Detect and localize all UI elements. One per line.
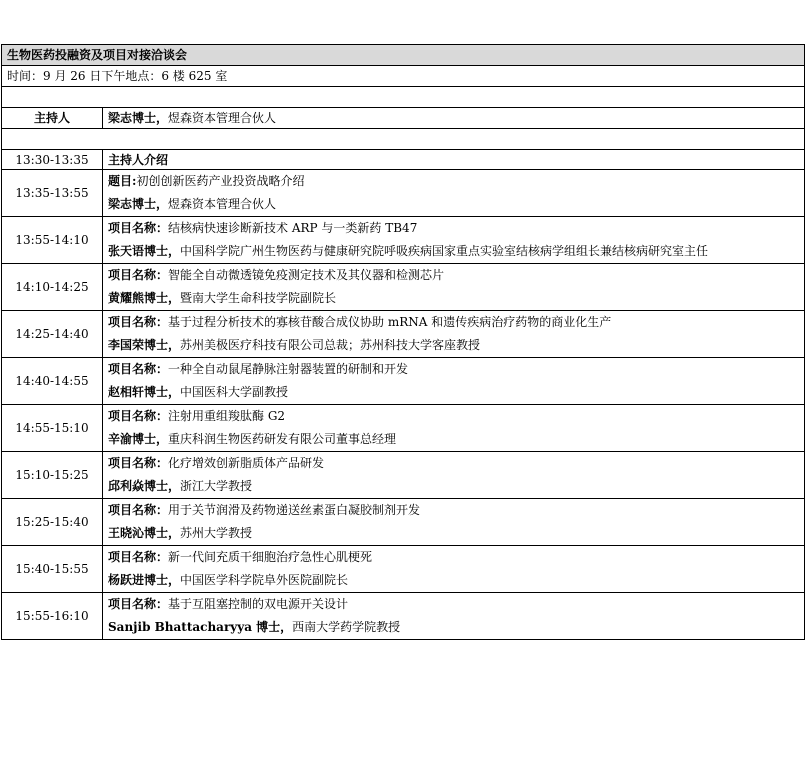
speaker-line: [108, 287, 804, 310]
speaker-name: 杨跃进博士，: [108, 573, 181, 587]
project-line: [108, 593, 804, 616]
host-name: 梁志博士，: [108, 111, 169, 125]
item-details: [103, 593, 805, 640]
speaker-line: [108, 381, 804, 404]
project-line: [108, 546, 804, 569]
host-title: 煜森资本管理合伙人: [168, 111, 277, 125]
speaker-name: 赵相轩博士，: [108, 385, 181, 399]
item-value: 注射用重组羧肽酶 G2: [168, 409, 286, 423]
time-cell: 15:55-16:10: [2, 593, 103, 640]
schedule-row: [2, 264, 805, 311]
intro-label: 主持人介绍: [108, 152, 169, 167]
time-cell: 14:40-14:55: [2, 358, 103, 405]
item-label: 项目名称：: [108, 503, 169, 517]
item-label: 项目名称：: [108, 221, 169, 235]
speaker-line: [108, 240, 804, 263]
speaker-affiliation: 煜森资本管理合伙人: [168, 197, 277, 211]
item-details: [103, 452, 805, 499]
item-details: [103, 217, 805, 264]
item-details: [103, 358, 805, 405]
time-cell: 15:10-15:25: [2, 452, 103, 499]
item-value: 初创创新医药产业投资战略介绍: [136, 174, 305, 188]
speaker-name: 邱利焱博士，: [108, 479, 181, 493]
project-line: [108, 358, 804, 381]
item-details: [103, 405, 805, 452]
schedule-row: [2, 452, 805, 499]
speaker-affiliation: 浙江大学教授: [180, 479, 253, 493]
host-info: [103, 108, 805, 129]
schedule-row: [2, 311, 805, 358]
time-cell: 14:25-14:40: [2, 311, 103, 358]
item-label: 题目:: [108, 174, 137, 188]
time-cell: 13:55-14:10: [2, 217, 103, 264]
item-value: 新一代间充质干细胞治疗急性心肌梗死: [168, 550, 373, 564]
items-body: [2, 170, 805, 640]
project-line: [108, 405, 804, 428]
speaker-affiliation: 重庆科润生物医药研发有限公司董事总经理: [168, 432, 397, 446]
project-line: [108, 499, 804, 522]
host-row: [2, 108, 805, 129]
speaker-name: Sanjib Bhattacharyya 博士，: [108, 620, 293, 634]
item-label: 项目名称：: [108, 315, 169, 329]
item-label: 项目名称：: [108, 456, 169, 470]
empty-cell: [2, 129, 805, 150]
schedule-row: [2, 499, 805, 546]
speaker-line: [108, 569, 804, 592]
speaker-affiliation: 苏州大学教授: [180, 526, 253, 540]
time-cell: 13:30-13:35: [2, 150, 103, 170]
speaker-line: [108, 616, 804, 639]
time-cell: 14:10-14:25: [2, 264, 103, 311]
item-value: 基于互阻塞控制的双电源开关设计: [168, 597, 349, 611]
project-line: [108, 264, 804, 287]
speaker-line: [108, 475, 804, 498]
title-row: [2, 45, 805, 66]
speaker-affiliation: 暨南大学生命科技学院副院长: [180, 291, 337, 305]
speaker-line: [108, 428, 804, 451]
item-value: 基于过程分析技术的寡核苷酸合成仪协助 mRNA 和遗传疾病治疗药物的商业化生产: [168, 315, 612, 329]
project-line: [108, 452, 804, 475]
host-label: 主持人: [2, 108, 103, 129]
info-row: [2, 66, 805, 87]
spacer-row: [2, 129, 805, 150]
project-line: [108, 311, 804, 334]
page-title: 生物医药投融资及项目对接洽谈会: [2, 45, 805, 66]
speaker-affiliation: 中国医学科学院阜外医院副院长: [180, 573, 349, 587]
speaker-name: 黄耀熊博士，: [108, 291, 181, 305]
schedule-row: [2, 405, 805, 452]
time-cell: 13:35-13:55: [2, 170, 103, 217]
item-details: [103, 311, 805, 358]
item-value: 一种全自动鼠尾静脉注射器装置的研制和开发: [168, 362, 409, 376]
intro-text: [103, 150, 805, 170]
empty-cell: [2, 87, 805, 108]
item-label: 项目名称：: [108, 550, 169, 564]
item-value: 用于关节润滑及药物递送丝素蛋白凝胶制剂开发: [168, 503, 421, 517]
time-cell: 15:25-15:40: [2, 499, 103, 546]
item-details: [103, 499, 805, 546]
schedule-row: [2, 358, 805, 405]
speaker-line: [108, 522, 804, 545]
speaker-name: 李国荣博士，: [108, 338, 181, 352]
speaker-name: 梁志博士，: [108, 197, 169, 211]
speaker-affiliation: 中国科学院广州生物医药与健康研究院呼吸疾病国家重点实验室结核病学组组长兼结核病研究室主任: [180, 244, 709, 258]
schedule-table: [1, 44, 805, 640]
speaker-name: 张天语博士，: [108, 244, 181, 258]
time-cell: 14:55-15:10: [2, 405, 103, 452]
item-details: [103, 546, 805, 593]
item-value: 化疗增效创新脂质体产品研发: [168, 456, 325, 470]
speaker-name: 辛渝博士，: [108, 432, 169, 446]
speaker-affiliation: 苏州美极医疗科技有限公司总裁；苏州科技大学客座教授: [180, 338, 481, 352]
item-details: [103, 264, 805, 311]
project-line: [108, 217, 804, 240]
speaker-name: 王晓沁博士，: [108, 526, 181, 540]
schedule-row: [2, 546, 805, 593]
item-label: 项目名称：: [108, 409, 169, 423]
intro-row: [2, 150, 805, 170]
item-label: 项目名称：: [108, 268, 169, 282]
item-value: 智能全自动微透镜免疫测定技术及其仪器和检测芯片: [168, 268, 445, 282]
item-value: 结核病快速诊断新技术 ARP 与一类新药 TB47: [168, 221, 418, 235]
speaker-line: [108, 334, 804, 357]
item-details: [103, 170, 805, 217]
schedule-row: [2, 593, 805, 640]
time-cell: 15:40-15:55: [2, 546, 103, 593]
project-line: [108, 170, 804, 193]
time-location: 时间：9 月 26 日下午地点：6 楼 625 室: [2, 66, 805, 87]
spacer-row: [2, 87, 805, 108]
item-label: 项目名称：: [108, 362, 169, 376]
item-label: 项目名称：: [108, 597, 169, 611]
schedule-row: [2, 217, 805, 264]
speaker-affiliation: 西南大学药学院教授: [292, 620, 401, 634]
speaker-line: [108, 193, 804, 216]
speaker-affiliation: 中国医科大学副教授: [180, 385, 289, 399]
schedule-row: [2, 170, 805, 217]
